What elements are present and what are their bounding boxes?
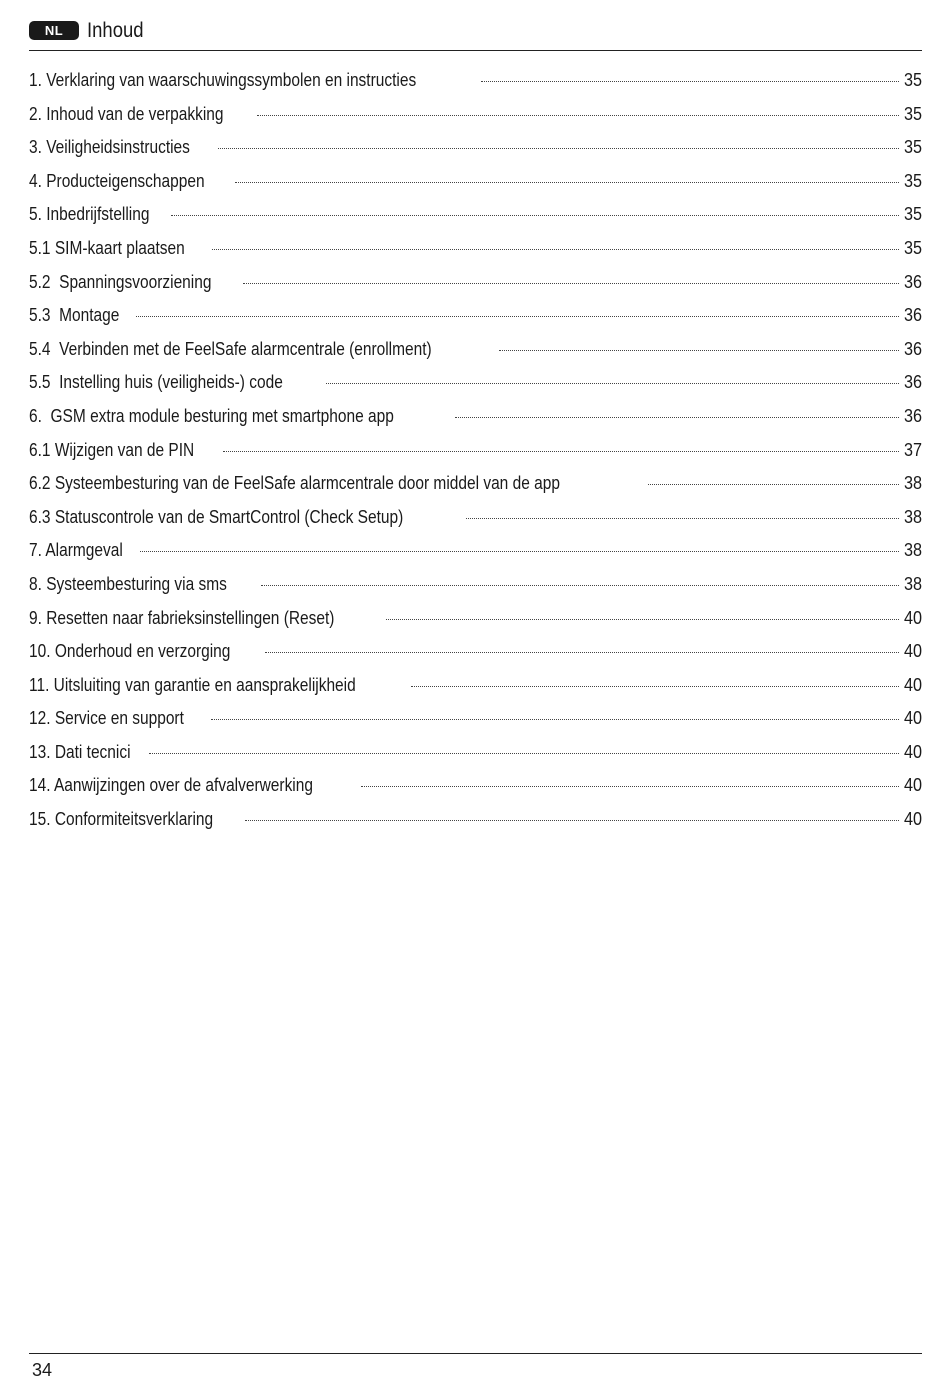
toc-entry[interactable] xyxy=(29,400,922,434)
toc-entry[interactable] xyxy=(29,501,922,535)
dot-leader xyxy=(223,436,899,456)
dot-leader xyxy=(243,268,899,288)
dot-leader xyxy=(245,805,899,825)
dot-leader xyxy=(411,671,899,691)
toc-entry-label: 9. Resetten naar fabrieksinstellingen (Reset) xyxy=(29,607,335,628)
toc-entry-label: 2. Inhoud van de verpakking xyxy=(29,103,224,124)
toc-entry-page: 35 xyxy=(903,204,922,225)
footer-divider xyxy=(29,1353,922,1354)
toc-entry-page: 40 xyxy=(903,809,922,830)
language-badge: NL xyxy=(29,21,79,40)
toc-entry[interactable] xyxy=(29,702,922,736)
toc-entry-label: 10. Onderhoud en verzorging xyxy=(29,641,231,662)
toc-entry-page: 36 xyxy=(903,405,922,426)
dot-leader xyxy=(149,738,899,758)
toc-entry[interactable] xyxy=(29,165,922,199)
dot-leader xyxy=(212,234,899,254)
dot-leader xyxy=(261,570,899,590)
page-header xyxy=(29,18,922,51)
toc-entry-label: 5.4 Verbinden met de FeelSafe alarmcentrale (enrollment) xyxy=(29,338,432,359)
toc-entry-page: 35 xyxy=(903,237,922,258)
dot-leader xyxy=(235,167,899,187)
page-number: 34 xyxy=(32,1360,53,1380)
toc-entry-page: 36 xyxy=(903,305,922,326)
toc-entry[interactable] xyxy=(29,602,922,636)
toc-entry[interactable] xyxy=(29,534,922,568)
dot-leader xyxy=(211,704,899,724)
toc-entry-label: 5.5 Instelling huis (veiligheids-) code xyxy=(29,372,283,393)
toc-entry-page: 38 xyxy=(903,506,922,527)
page-title: Inhoud xyxy=(87,19,144,42)
toc-entry-page: 35 xyxy=(903,170,922,191)
toc-entry-label: 6. GSM extra module besturing met smartphone app xyxy=(29,405,394,426)
dot-leader xyxy=(218,133,899,153)
toc-entry[interactable] xyxy=(29,467,922,501)
toc-entry-label: 12. Service en support xyxy=(29,708,184,729)
dot-leader xyxy=(140,536,899,556)
toc-entry-label: 11. Uitsluiting van garantie en aansprakelijkheid xyxy=(29,674,356,695)
toc-entry-page: 40 xyxy=(903,708,922,729)
toc-entry-label: 6.3 Statuscontrole van de SmartControl (Check Setup) xyxy=(29,506,404,527)
dot-leader xyxy=(499,335,899,355)
toc-entry[interactable] xyxy=(29,198,922,232)
toc-entry-page: 38 xyxy=(903,473,922,494)
dot-leader xyxy=(481,66,899,86)
toc-entry[interactable] xyxy=(29,333,922,367)
toc-entry[interactable] xyxy=(29,64,922,98)
toc-entry-page: 38 xyxy=(903,573,922,594)
toc-entry-page: 40 xyxy=(903,641,922,662)
toc-entry[interactable] xyxy=(29,803,922,837)
dot-leader xyxy=(171,200,899,220)
toc-entry-label: 6.1 Wijzigen van de PIN xyxy=(29,439,195,460)
toc-entry-page: 36 xyxy=(903,372,922,393)
toc-entry[interactable] xyxy=(29,98,922,132)
toc-entry-page: 35 xyxy=(903,103,922,124)
dot-leader xyxy=(455,402,899,422)
toc-entry-label: 5.1 SIM-kaart plaatsen xyxy=(29,237,185,258)
toc-entry-page: 38 xyxy=(903,540,922,561)
dot-leader xyxy=(648,469,899,489)
dot-leader xyxy=(326,368,899,388)
dot-leader xyxy=(466,503,899,523)
toc-entry[interactable] xyxy=(29,266,922,300)
toc-entry-label: 4. Producteigenschappen xyxy=(29,170,205,191)
toc-entry[interactable] xyxy=(29,299,922,333)
toc-entry-label: 5. Inbedrijfstelling xyxy=(29,204,150,225)
dot-leader xyxy=(361,771,899,791)
toc-entry-page: 40 xyxy=(903,674,922,695)
toc-entry-label: 6.2 Systeembesturing van de FeelSafe alarmcentrale door middel van de app xyxy=(29,473,560,494)
toc-entry-label: 5.3 Montage xyxy=(29,305,120,326)
toc-entry-page: 35 xyxy=(903,70,922,90)
toc-entry[interactable] xyxy=(29,635,922,669)
toc-entry[interactable] xyxy=(29,769,922,803)
toc-entry-label: 14. Aanwijzingen over de afvalverwerking xyxy=(29,775,313,796)
toc-entry-page: 35 xyxy=(903,137,922,158)
toc-entry-label: 8. Systeembesturing via sms xyxy=(29,573,227,594)
toc-entry-page: 36 xyxy=(903,338,922,359)
toc-entry[interactable] xyxy=(29,232,922,266)
dot-leader xyxy=(257,100,899,120)
toc-entry-label: 1. Verklaring van waarschuwingssymbolen en instructies xyxy=(29,70,417,90)
toc-entry[interactable] xyxy=(29,736,922,770)
toc-entry-label: 5.2 Spanningsvoorziening xyxy=(29,271,212,292)
toc-entry[interactable] xyxy=(29,568,922,602)
dot-leader xyxy=(136,301,899,321)
toc-entry-page: 36 xyxy=(903,271,922,292)
toc-entry-page: 40 xyxy=(903,741,922,762)
toc-entry-page: 37 xyxy=(903,439,922,460)
toc-entry[interactable] xyxy=(29,131,922,165)
toc-entry-label: 3. Veiligheidsinstructies xyxy=(29,137,190,158)
toc-entry[interactable] xyxy=(29,366,922,400)
toc-entry-page: 40 xyxy=(903,775,922,796)
dot-leader xyxy=(386,604,899,624)
toc-entry[interactable] xyxy=(29,434,922,468)
toc-entry-label: 15. Conformiteitsverklaring xyxy=(29,809,214,830)
toc-entry-label: 7. Alarmgeval xyxy=(29,540,123,561)
toc-entry-page: 40 xyxy=(903,607,922,628)
toc-entry[interactable] xyxy=(29,669,922,703)
dot-leader xyxy=(265,637,899,657)
toc-entry-label: 13. Dati tecnici xyxy=(29,741,131,762)
table-of-contents xyxy=(29,64,922,837)
